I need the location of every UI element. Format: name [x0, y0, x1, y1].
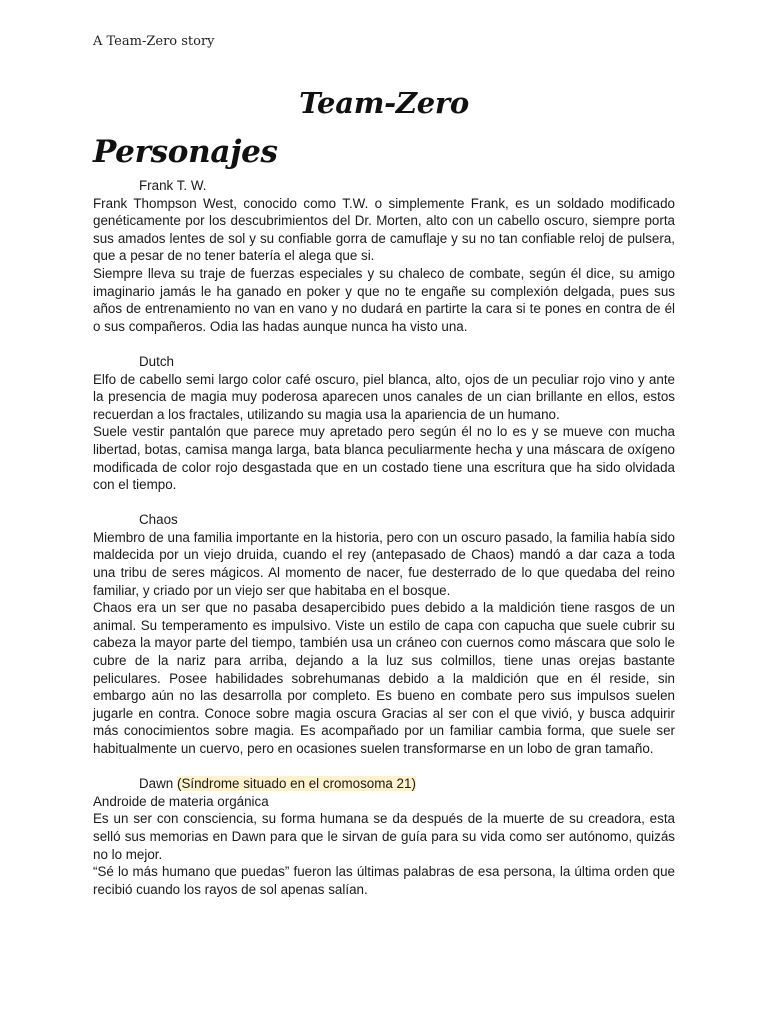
paragraph: Es un ser con consciencia, su forma humana se da después de la muerte de su creadora, esta selló sus memorias en Dawn para que le sirvan de guía para su vida como ser autónomo, quizás no lo mejor. — [93, 811, 675, 862]
paragraph: “Sé lo más humano que puedas” fueron las últimas palabras de esa persona, la última orden que recibió cuando los rayos de sol apenas salían. — [93, 864, 675, 897]
paragraph: Elfo de cabello semi largo color café oscuro, piel blanca, alto, ojos de un peculiar rojo vino y ante la presencia de magia muy poderosa aparecen unos canales de un cian brillante en ellos, estos recuerdan a los fractales, utilizando su magia usa la apariencia de un humano. — [93, 371, 675, 422]
paragraph: Suele vestir pantalón que parece muy apretado pero según él no lo es y se mueve con mucha libertad, botas, camisa manga larga, bata blanca peculiarmente hecha y una máscara de oxígeno modificada de color rojo desgastada que en un costado tiene una escritura que ha sido olvidada con el tiempo. — [93, 424, 675, 493]
spacer — [93, 758, 675, 776]
page-header: A Team-Zero story — [93, 34, 215, 49]
document-title: Team-Zero — [299, 86, 469, 120]
section-heading: Personajes — [93, 134, 278, 170]
character-heading-dawn — [93, 775, 675, 793]
paragraph: Miembro de una familia importante en la historia, pero con un oscuro pasado, la familia había sido maldecida por un viejo druida, cuando el rey (antepasado de Chaos) mandó a dar caza a toda una tribu de seres mágicos. Al momento de nacer, fue desterrado de lo que quedaba del reino familiar, y criado por un viejo ser que habitaba en el bosque. — [93, 529, 675, 598]
paragraph: Androide de materia orgánica — [93, 793, 269, 809]
paragraph: Frank Thompson West, conocido como T.W. o simplemente Frank, es un soldado modificado genéticamente por los descubrimientos del Dr. Morten, alto con un cabello oscuro, siempre porta sus amados lentes de sol y su confiable gorra de camuflaje y su no tan confiable reloj de pulsera, que a pesar de no tener batería el alega que si. — [93, 195, 675, 264]
spacer — [93, 494, 675, 512]
character-name-dutch: Dutch — [139, 353, 174, 369]
spacer — [93, 335, 675, 353]
character-name-chaos: Chaos — [139, 512, 178, 528]
character-name-dawn: Dawn — [139, 776, 174, 792]
highlighted-note: (Síndrome situado en el cromosoma 21) — [176, 776, 416, 792]
paragraph: Siempre lleva su traje de fuerzas especiales y su chaleco de combate, según él dice, su amigo imaginario jamás le ha ganado en poker y que no te engañe su complexión delgada, pues sus años de entrenamiento no van en vano y no dudará en partirte la cara si te pones en contra de él o sus compañeros. Odia las hadas aunque nunca ha visto una. — [93, 265, 675, 334]
character-name-frank: Frank T. W. — [139, 178, 207, 193]
document-body — [93, 177, 675, 898]
paragraph: Chaos era un ser que no pasaba desapercibido pues debido a la maldición tiene rasgos de un animal. Su temperamento es impulsivo. Viste un estilo de capa con capucha que suele cubrir su cabeza la mayor parte del tiempo, también usa un cráneo con cuernos como máscara que solo le cubre de la nariz para arriba, dejando a la luz sus colmillos, tiene unas orejas bastante peliculares. Posee habilidades sobrehumanas debido a la maldición que en él reside, sin embargo aún no las desarrolla por completo. Es bueno en combate pero sus impulsos suelen jugarle en contra. Conoce sobre magia oscura Gracias al ser con el que vivió, y busca adquirir más conocimientos sobre magia. Es acompañado por un familiar cambia forma, que suele ser habitualmente un cuervo, pero en ocasiones suelen transformarse en un lobo de gran tamaño. — [93, 600, 675, 756]
